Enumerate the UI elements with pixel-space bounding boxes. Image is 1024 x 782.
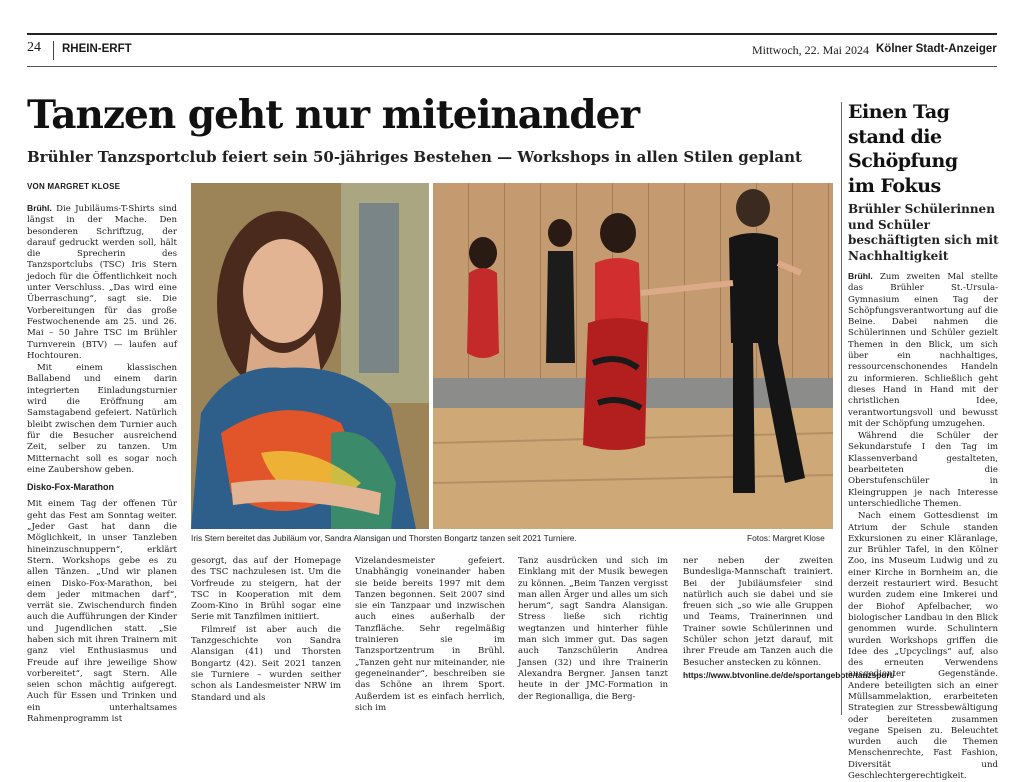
header-separator [53, 41, 54, 60]
header-bottom-rule [27, 66, 997, 67]
section-name: RHEIN-ERFT [62, 43, 132, 55]
photo-caption: Iris Stern bereitet das Jubiläum vor, Sandra Alansigan und Thorsten Bongartz tanzen seit 2021 Turniere. [191, 533, 577, 543]
sidebar-column [848, 271, 998, 782]
photo-credit: Fotos: Margret Klose [747, 533, 825, 543]
article-subheadline: Brühler Tanzsportclub feiert sein 50-jähriges Bestehen — Workshops in allen Stilen geplant [27, 148, 802, 166]
paragraph: Mit einem klassischen Ballabend und einem darin integrierten Einladungsturnier wird die Eröffnung am Samstagabend gefeiert. Natürlich bleibt zwischen dem Turnier auch für die Besucher ausreichend Zeit, selber zu tanzen. Um Mitternacht soll es sogar noch eine Zaubershow geben. [27, 363, 177, 475]
sidebar-subheadline: Brühler Schülerinnen und Schüler beschäftigten sich mit Nachhaltigkeit [848, 202, 999, 263]
paragraph: Während die Schüler der Sekundarstufe I den Tag im Klassenverband gestalteten, bearbeiteten die Oberstufenschüler in Kleingruppen je nach Interesse unterschiedliche Themen. [848, 431, 998, 509]
article-column-5 [683, 556, 895, 706]
paragraph: gesorgt, das auf der Homepage des TSC nachzulesen ist. Um die Vorfreude zu steigern, hat der TSC in Kooperation mit dem Zoom-Kino in Brühl sogar eine Serie mit Tanzfilmen initiiert. [191, 556, 341, 623]
article-column-4 [518, 556, 668, 706]
issue-date: Mittwoch, 22. Mai 2024 [752, 43, 869, 57]
sidebar-headline: Einen Tag stand die Schöpfung im Fokus [848, 101, 958, 197]
portrait-illustration [191, 183, 429, 529]
paragraph: Die Jubiläums-T-Shirts sind längst in der Mache. Den besonderen Schriftzug, der darauf gedruckt werden soll, hält die Sprecherin des Tanzsportclubs (TSC) Iris Stern jedoch für die Öffentlichkeit noch unter Verschluss. „Das wird eine Überraschung“, sagt sie. Die Vorbereitungen für das große Festwochenende am 25. und 26. Mai – 50 Jahre TSC im Brühler Turnverein (BTV) — laufen auf Hochtouren. [27, 204, 177, 361]
dateline: Brühl. [27, 203, 52, 213]
article-column-3 [355, 556, 505, 713]
paragraph: Zum zweiten Mal stellte das Brühler St.-Ursula-Gymnasium einen Tag der Schöpfungsverantwortung auf die Beine. Dabei nahmen die Schülerinnen und Schüler gezielt Themen in den Blick, um sich über ein nachhaltiges, ressourcenschonendes Handeln zu informieren. Schließlich geht dieses Hand in Hand mit der christlichen Idee, verantwortungsvoll und bewusst mit der Schöpfung umzugehen. [848, 272, 998, 429]
article-column-2 [191, 556, 341, 706]
club-website-link[interactable]: https://www.btvonline.de/de/sportangebote/tanzsport/ [683, 669, 895, 680]
paragraph: Filmreif ist aber auch die Tanzgeschichte von Sandra Alansigan (41) und Thorsten Bongartz (42). Seit 2021 tanzen sie Turniere – wurden seither schon als Landesmeister NRW im Standard und als [191, 624, 341, 703]
paragraph: Vizelandesmeister gefeiert. Unabhängig voneinander haben sie beide bereits 1997 mit dem Tanzen begonnen. Seit 2007 sind sie ein Tanzpaar und inzwischen auch eines außerhalb der Tanzfläche. Sehr regelmäßig trainieren sie im Tanzsportzentrum in Brühl. „Tanzen geht nur miteinander, nie gegeneinander“, beschreiben sie das Schöne an ihrem Sport. Außerdem ist es einfach herrlich, sich im [355, 556, 505, 713]
page-number: 24 [27, 40, 41, 55]
article-headline: Tanzen geht nur miteinander [27, 92, 640, 138]
header-top-rule [27, 33, 997, 35]
paragraph: ner neben der zweiten Bundesliga-Mannschaft trainiert. Bei der Jubiläumsfeier sind natürlich auch sie dabei und sie freuen sich „so wie alle Gruppen und Teams, Trainerinnen und Trainer sowie Schülerinnen und Schüler schon jetzt darauf, mit ihrer Freude am Tanzen auch die Besucher anstecken zu können. [683, 556, 833, 668]
byline: VON MARGRET KLOSE [27, 182, 121, 191]
dance-photo [433, 183, 833, 529]
newspaper-name: Kölner Stadt-Anzeiger [876, 43, 997, 55]
paragraph: Tanz ausdrücken und sich im Einklang mit der Musik bewegen zu können. „Beim Tanzen vergisst man allen Ärger und alles um sich herum“, sagt Sandra Alansigan. Stress ließe sich richtig wegtanzen und hinterher fühle man sich immer gut. Das sagen auch Tanzschülerin Andrea Jansen (32) und ihre Trainerin Alexandra Bergner. Jansen tanzt heute in der JMC-Formation in der Regionalliga, die Berg- [518, 556, 668, 702]
portrait-photo [191, 183, 429, 529]
paragraph: Nach einem Gottesdienst im Atrium der Schule standen Exkursionen zu einer Kläranlage, zur Brühler Tafel, in den Kölner Zoo, ins Museum Ludwig und zu einer Kirche in Bornheim an, die derzeit restauriert wird. Besucht wurden zudem eine Imkerei und der Biohof Apfelbacher, wo biologischer Landbau in den Blick genommen wurde. Schulintern wurden Workshops griffen die Idee des „Upcyclings“ auf, also des erneuten Verwendens ausgedienter Gegenstände. Andere beteiligten sich an einer Müllsammelaktion, erarbeiteten Strategien zur Stressbewältigung oder bereiteten zusammen vegane Speisen zu. Beleuchtet wurden auch die Themen Menschenrechte, Fast Fashion, Diversität und Geschlechtergerechtigkeit. [848, 511, 998, 782]
dance-illustration [433, 183, 833, 529]
section-subheading: Disko-Fox-Marathon [27, 482, 115, 493]
article-column-1 [27, 203, 177, 725]
column-divider [841, 102, 842, 715]
paragraph: Mit einem Tag der offenen Tür geht das Fest am Sonntag weiter. „Jeder Gast hat dann die Möglichkeit, in unser Tanzleben hineinzuschnuppern“, erklärt Stern. Workshops gebe es zu allen Tänzen. „Und wir planen einen Disko-Fox-Marathon, bei dem jeder mitmachen darf“, verrät sie. Zwischendurch finden auch die Aufführungen der Kinder und Jugendlichen statt. „Sie haben sich mit ihren Trainern mit ganz viel Enthusiasmus und Freude auf ihre jeweilige Show vorbereitet“, sagt Stern. Alle seien schon mächtig aufgeregt. Auch für Essen und Trinken und ein unterhaltsames Rahmenprogramm ist [27, 499, 177, 725]
dateline: Brühl. [848, 271, 873, 281]
